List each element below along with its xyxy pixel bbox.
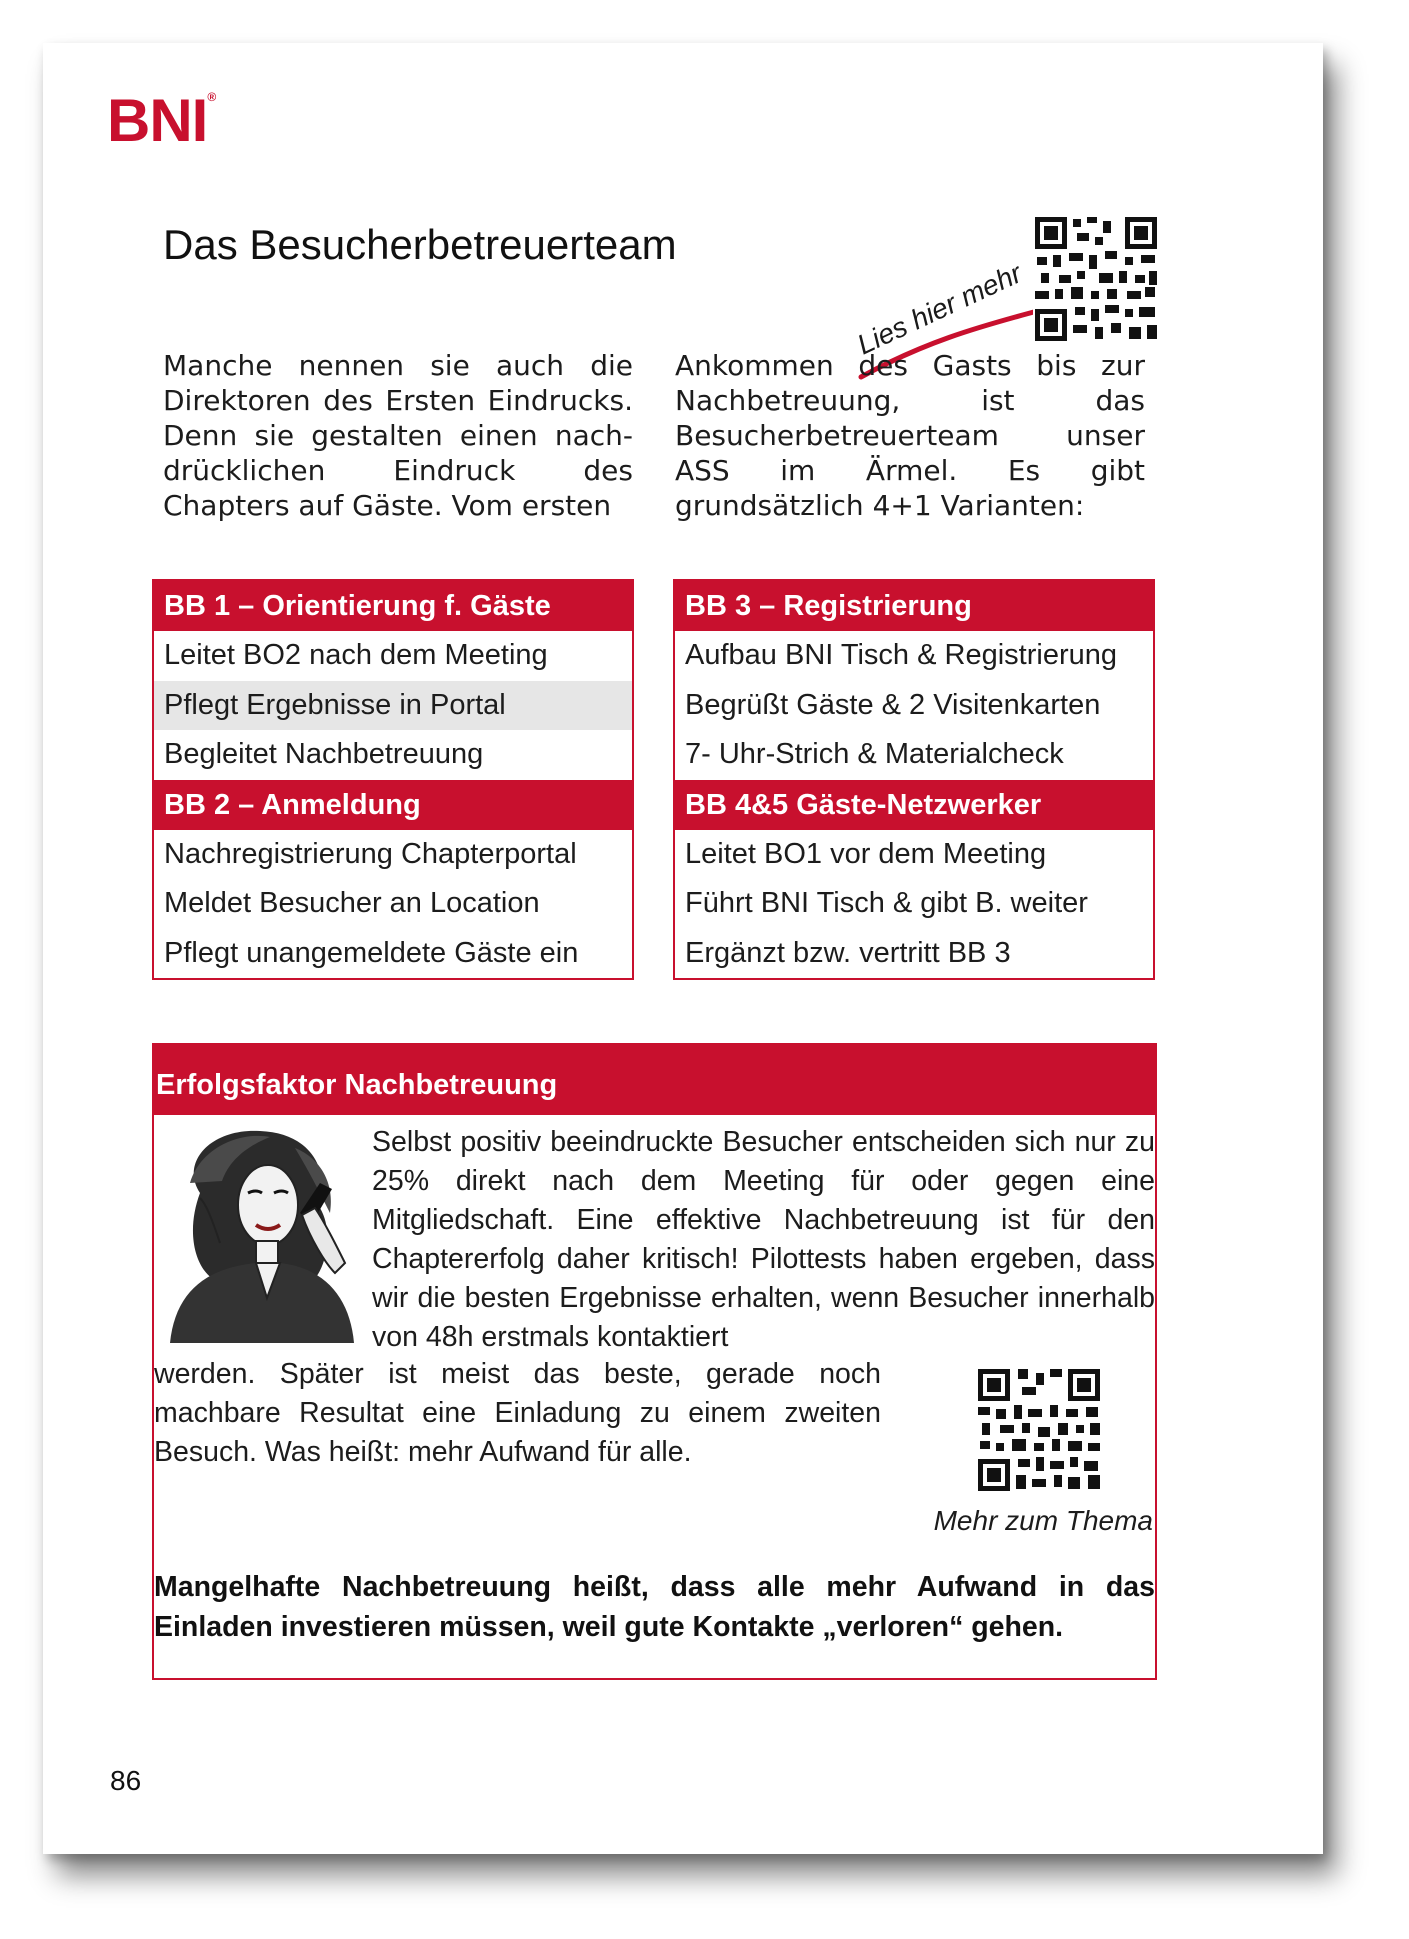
qr-caption: Mehr zum Thema (933, 1505, 1153, 1536)
role-item: Leitet BO2 nach dem Meeting (164, 639, 548, 671)
page-title: Das Besucherbetreuerteam (163, 221, 677, 268)
role-table-left (152, 579, 634, 980)
qr-code-icon[interactable] (1033, 215, 1159, 343)
success-factor-box (152, 1043, 1157, 1680)
role-item: Ergänzt bzw. vertritt BB 3 (685, 936, 1011, 969)
qr-hint-text: Lies hier mehr (852, 257, 1027, 361)
qr-code-icon[interactable] (976, 1367, 1102, 1493)
success-paragraph-2: werden. Später ist meist das beste, gerade noch machbare Resultat eine Einladung zu einem zweiten Besuch. Was heißt: mehr Aufwand für alle. (154, 1358, 881, 1468)
role-item: Nachregistrierung Chapterportal (164, 837, 577, 870)
role-item: Begrüßt Gäste & 2 Visitenkarten (685, 688, 1101, 721)
role-item: Aufbau BNI Tisch & Registrierung (685, 639, 1117, 671)
role-item: Pflegt Ergebnisse in Portal (154, 681, 632, 731)
role-item: Pflegt unangemeldete Gäste ein (164, 936, 579, 969)
bni-logo: BNI® (107, 87, 216, 154)
intro-right: Ankommen des Gasts bis zur Nachbetreuung, ist das Besucherbetreuerteam unser ASS im Ärmel. Es gibt grundsätzlich 4+1 Varianten: (675, 349, 1145, 522)
page-number: 86 (110, 1765, 142, 1796)
role-item: 7- Uhr-Strich & Materialcheck (685, 738, 1064, 770)
role-heading-bb45: BB 4&5 Gäste-Netzwerker (675, 780, 1153, 830)
role-heading-bb2: BB 2 – Anmeldung (154, 780, 632, 830)
role-table-right (673, 579, 1155, 980)
role-heading-bb1: BB 1 – Orientierung f. Gäste (154, 581, 632, 631)
success-factor-heading: Erfolgsfaktor Nachbetreuung (154, 1045, 1155, 1115)
bold-conclusion: Mangelhafte Nachbetreuung heißt, dass alle mehr Aufwand in das Einladen investieren müssen, weil gute Kontakte „verloren“ gehen. (154, 1571, 1155, 1643)
page (43, 43, 1323, 1854)
role-heading-bb3: BB 3 – Registrierung (675, 581, 1153, 631)
role-item: Meldet Besucher an Location (164, 887, 540, 919)
role-item: Führt BNI Tisch & gibt B. weiter (685, 887, 1088, 919)
woman-on-phone-illustration (160, 1123, 356, 1343)
intro-left: Manche nennen sie auch die Direktoren des Ersten Eindrucks. Denn sie gestalten einen nach-drücklichen Eindruck des Chapters auf Gäste. Vom ersten (163, 349, 633, 522)
role-item: Begleitet Nachbetreuung (164, 738, 484, 770)
role-item: Leitet BO1 vor dem Meeting (685, 837, 1047, 870)
success-paragraph-1: Selbst positiv beeindruckte Besucher entscheiden sich nur zu 25% direkt nach dem Meeting für oder gegen eine Mitgliedschaft. Eine effektive Nachbetreuung ist für den Chaptererfolg daher kritisch! Pilottests haben ergeben, dass wir die besten Ergebnisse erhalten, wenn Besucher innerhalb von 48h erstmals kontaktiert (372, 1126, 1155, 1353)
